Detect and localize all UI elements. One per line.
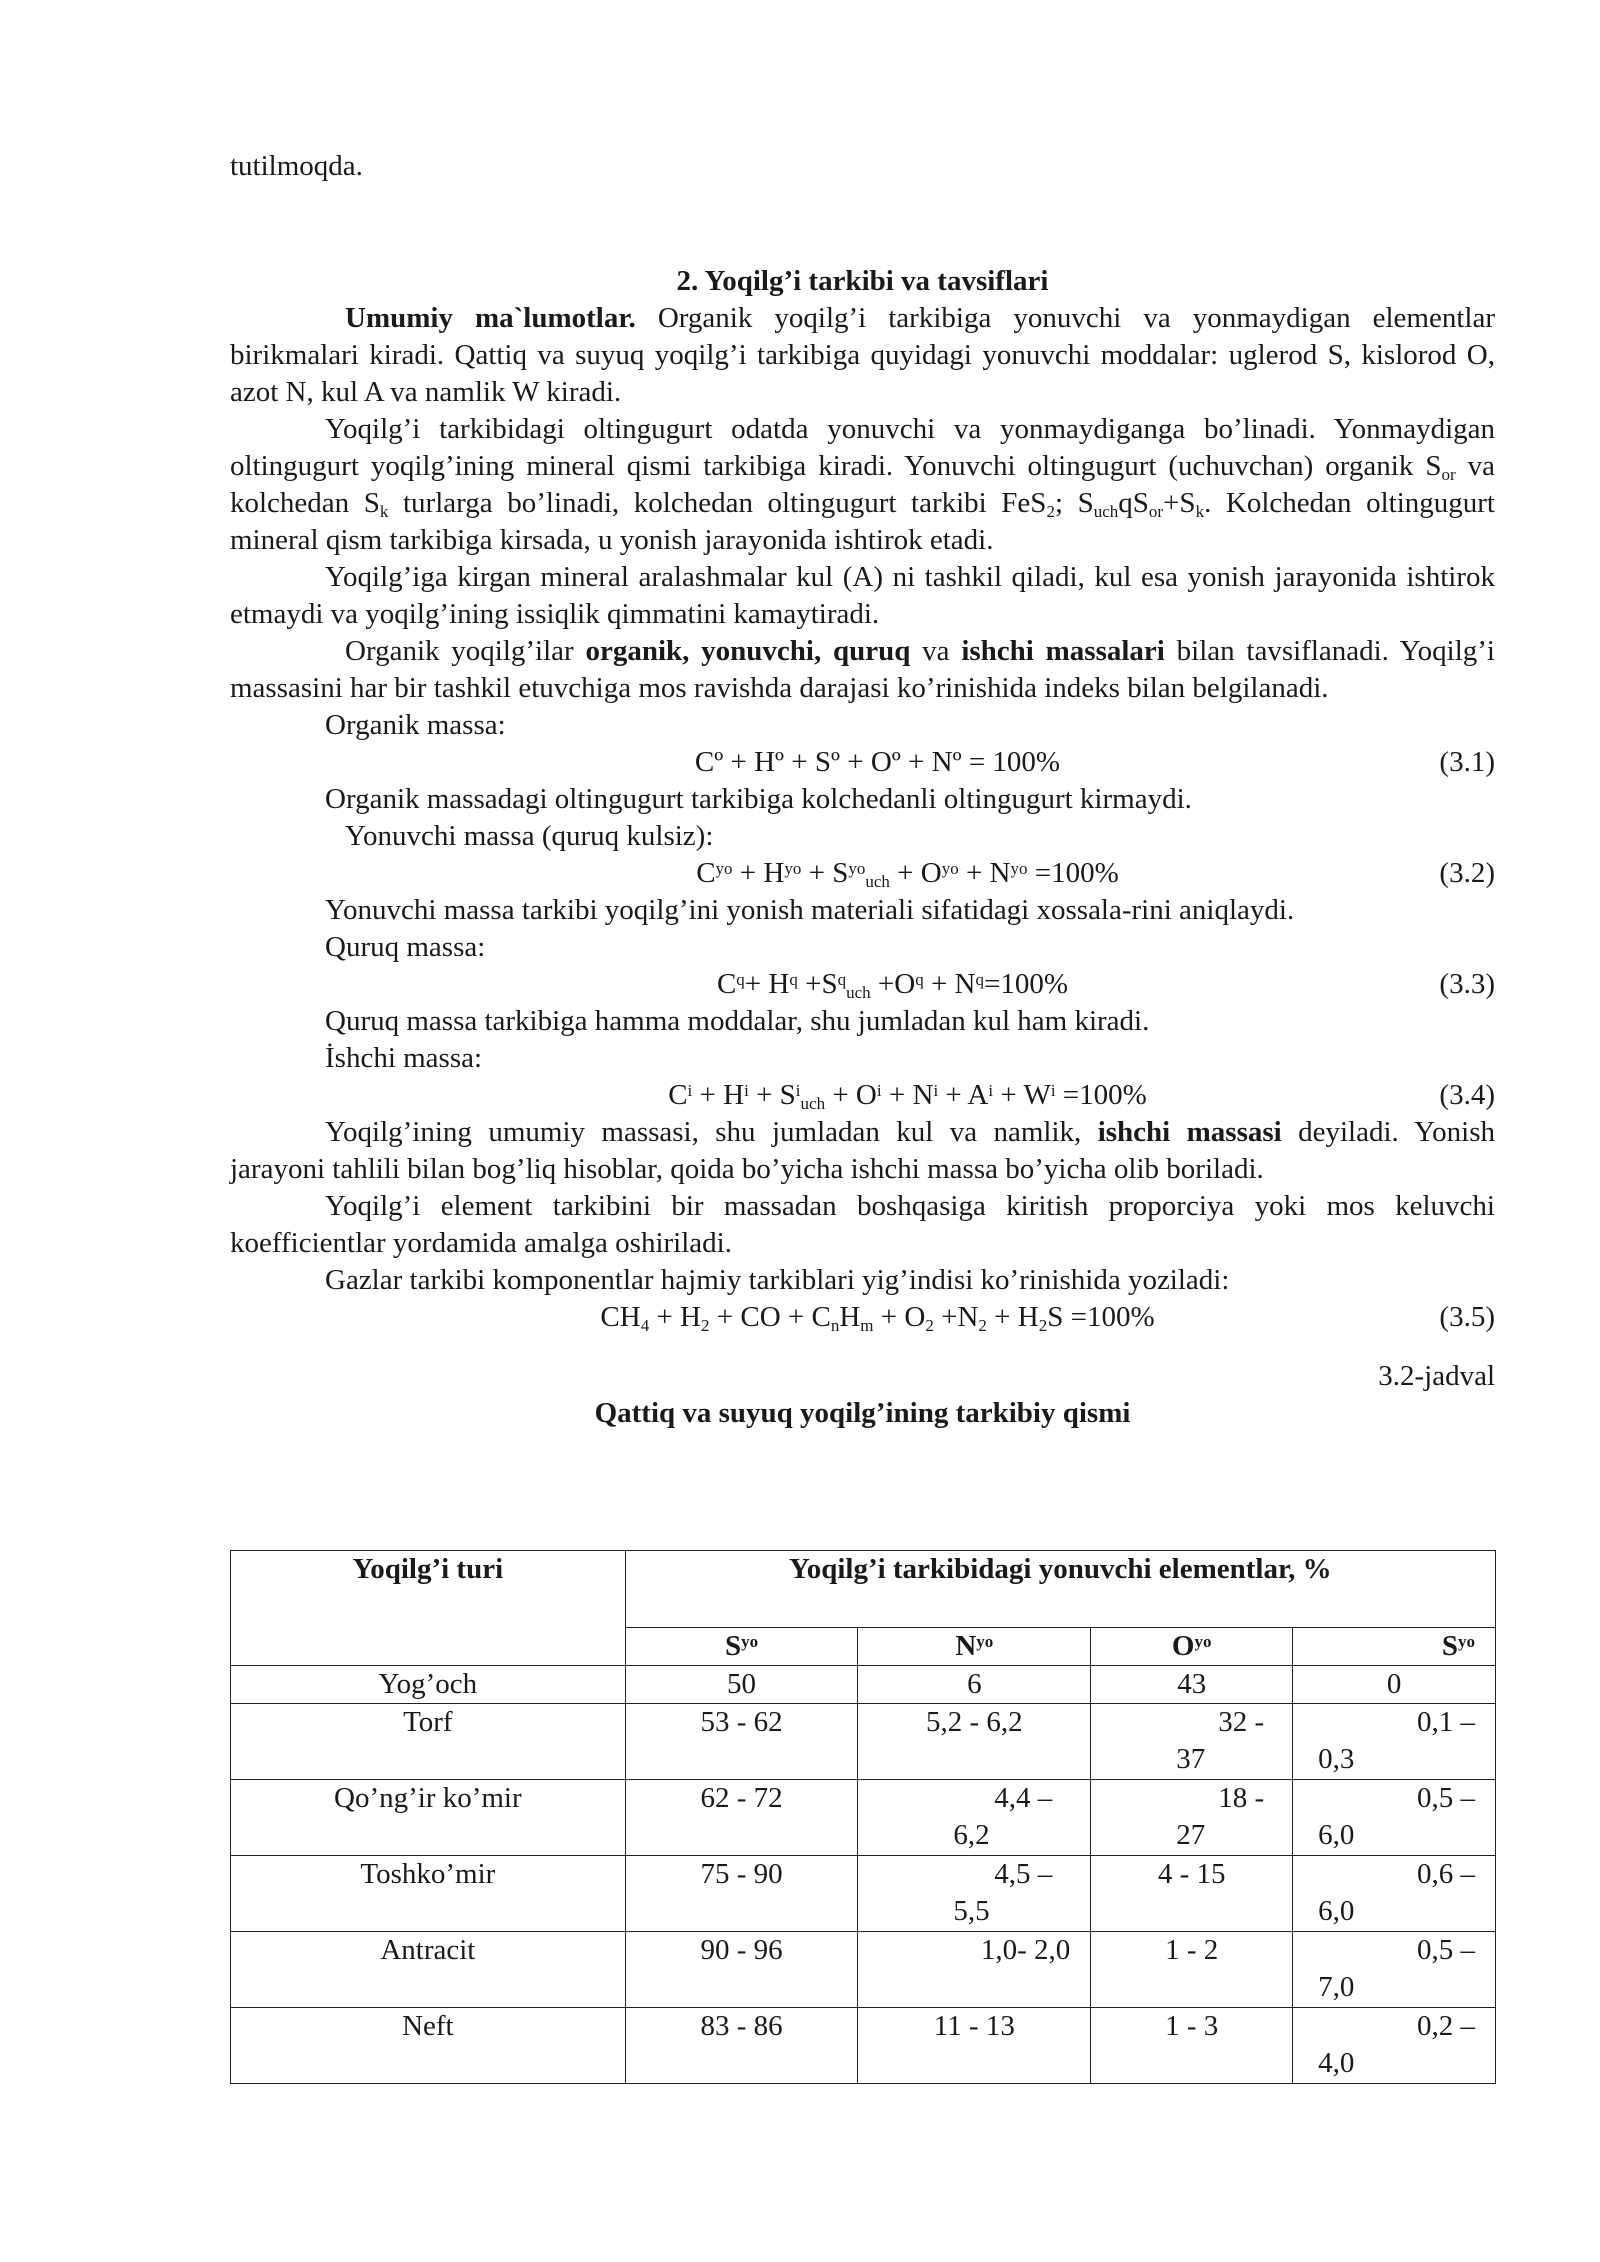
masses-bold-1: organik, yonuvchi, quruq bbox=[585, 635, 911, 667]
top-line: tutilmoqda. bbox=[230, 150, 363, 182]
cell-s-line2: 6,0 bbox=[1318, 1819, 1355, 1851]
eq3-sup-n: q bbox=[975, 970, 985, 989]
section-heading: 2. Yoqilg’i tarkibi va tavsiflari bbox=[676, 265, 1049, 297]
eq4-sub-s: uch bbox=[800, 1094, 826, 1113]
eq2-sup-o: yo bbox=[941, 859, 959, 878]
cell-s-line1: 0,5 – bbox=[1417, 1782, 1475, 1814]
table-row bbox=[231, 1856, 1496, 1932]
subheader-n-base: N bbox=[955, 1630, 977, 1662]
eq3-sup-s: q bbox=[837, 970, 847, 989]
cell-s-line2: 4,0 bbox=[1318, 2047, 1355, 2079]
sulfur-text-e: qS bbox=[1118, 487, 1149, 519]
header-fuel-type: Yoqilg’i turi bbox=[231, 1551, 626, 1666]
cell-o-line2: 37 bbox=[1176, 1743, 1206, 1775]
eq2-sub-s: uch bbox=[865, 872, 890, 891]
cell-o: 43 bbox=[1091, 1666, 1293, 1704]
sulfur-sub-2: 2 bbox=[1046, 502, 1055, 521]
cell-n: 1,0- 2,0 bbox=[858, 1932, 1091, 2008]
eq2-sup-s: yo bbox=[848, 859, 866, 878]
table-title: Qattiq va suyuq yoqilg’ining tarkibiy qismi bbox=[594, 1397, 1131, 1429]
cell-o-line1: 32 - bbox=[1218, 1706, 1265, 1738]
cell-s bbox=[1293, 1932, 1496, 2008]
cell-s-line1: 0,1 – bbox=[1417, 1706, 1475, 1738]
cell-n bbox=[858, 1780, 1091, 1856]
dry-mass-label: Quruq massa: bbox=[325, 931, 486, 963]
subheader-n-sup: yo bbox=[976, 1632, 994, 1651]
document-page bbox=[230, 148, 1495, 1432]
cell-o-line1: 18 - bbox=[1218, 1782, 1265, 1814]
working-text-a: Yoqilg’ining umumiy massasi, shu jumladan kul va namlik, bbox=[325, 1116, 1098, 1148]
header-combustible-elements: Yoqilg’i tarkibidagi yonuvchi elementlar, % bbox=[625, 1551, 1495, 1628]
eq3-sub-s: uch bbox=[846, 983, 871, 1002]
sulfur-text-g: . Kolchedan oltingugurt mineral qism tarkibiga kirsada, u yonish jarayonida ishtirok etadi. bbox=[230, 487, 1495, 556]
table-row bbox=[231, 1666, 1496, 1704]
cell-o: 1 - 3 bbox=[1091, 2008, 1293, 2084]
subheader-o-base: O bbox=[1171, 1630, 1195, 1662]
equation-3-3 bbox=[230, 966, 1495, 1003]
subheader-o bbox=[1091, 1628, 1293, 1666]
eq3-sup-c: q bbox=[736, 970, 745, 989]
masses-text-d: bilan tavsiflanadi. Yoqilg’i massasini har bir tashkil etuvchiga mos ravishda darajasi ko’rinishida indeks bilan belgilanadi. bbox=[230, 635, 1495, 704]
equation-3-2-body: $C^{yo} + H^{yo} + S^{yo}_{uch} + O^{yo} + N^{yo} =100\%$ bbox=[696, 857, 1119, 891]
sulfur-text-f: +S bbox=[1163, 487, 1196, 519]
cell-s-line1: 0,5 – bbox=[1417, 1934, 1475, 1966]
organic-mass-note: Organik massadagi oltingugurt tarkibiga kolchedanli oltingugurt kirmaydi. bbox=[325, 783, 1192, 815]
equation-3-5-body: $CH_4 + H_2$ + CO + $C_nH_m + O_2 +N_2 + H_2S =100\%$ bbox=[600, 1301, 1155, 1335]
combustible-mass-note: Yonuvchi massa tarkibi yoqilg’ini yonish materiali sifatidagi xossala-rini aniqlaydi. bbox=[325, 894, 1295, 926]
table-row bbox=[231, 1704, 1496, 1780]
fuel-name: Yog’och bbox=[231, 1666, 626, 1704]
equation-3-1-body: Cº + Hº + Sº + Oº + Nº = 100% bbox=[694, 746, 1061, 778]
cell-c: 90 - 96 bbox=[625, 1932, 858, 2008]
cell-s bbox=[1293, 1780, 1496, 1856]
cell-s-line1: 0,6 – bbox=[1417, 1858, 1475, 1890]
eq4-sup-a: i bbox=[988, 1081, 994, 1100]
subheader-n bbox=[858, 1628, 1091, 1666]
sulfur-sub-or: or bbox=[1441, 465, 1456, 484]
equation-3-3-body: $C^q+ H^q +S^q_{uch} +O^q + N^q=100\%$ bbox=[716, 968, 1069, 1002]
sulfur-sub-uch: uch bbox=[1093, 502, 1119, 521]
masses-bold-2: ishchi massalari bbox=[961, 635, 1165, 667]
eq2-sup-n: yo bbox=[1010, 859, 1028, 878]
cell-n-line2: 5,5 bbox=[953, 1895, 990, 1927]
cell-o bbox=[1091, 1704, 1293, 1780]
cell-s bbox=[1293, 2008, 1496, 2084]
cell-s-line2: 7,0 bbox=[1318, 1971, 1355, 2003]
subheader-s bbox=[1293, 1628, 1496, 1666]
sulfur-text-b: va kolchedan S bbox=[230, 450, 1495, 519]
table-row bbox=[231, 1932, 1496, 2008]
eq3-sup-h: q bbox=[789, 970, 798, 989]
table-header-row bbox=[231, 1551, 1496, 1628]
cell-c: 62 - 72 bbox=[625, 1780, 858, 1856]
masses-text-a: Organik yoqilg’ilar bbox=[345, 635, 586, 667]
working-text-c: deyiladi. Yonish jarayoni tahlili bilan bog’liq hisoblar, qoida bo’yicha ishchi massa bo’yicha olib boriladi. bbox=[230, 1116, 1495, 1185]
equation-3-1 bbox=[230, 744, 1495, 781]
equation-3-1-number: (3.1) bbox=[1439, 746, 1495, 778]
fuel-name: Torf bbox=[231, 1704, 626, 1780]
eq4-sup-w: i bbox=[1050, 1081, 1056, 1100]
cell-c: 83 - 86 bbox=[625, 2008, 858, 2084]
cell-s-line2: 6,0 bbox=[1318, 1895, 1355, 1927]
eq4-sup-n: i bbox=[933, 1081, 939, 1100]
dry-mass-note: Quruq massa tarkibiga hamma moddalar, shu jumladan kul ham kiradi. bbox=[325, 1005, 1150, 1037]
sulfur-text-c: turlarga bo’linadi, kolchedan oltingugurt tarkibi FeS bbox=[388, 487, 1047, 519]
equation-3-5 bbox=[230, 1299, 1495, 1336]
subheader-s-sup: yo bbox=[1458, 1632, 1475, 1651]
equation-3-4 bbox=[230, 1077, 1495, 1114]
cell-s bbox=[1293, 1704, 1496, 1780]
eq4-sup-s: i bbox=[795, 1081, 801, 1100]
cell-n-line1: 4,5 – bbox=[994, 1858, 1053, 1890]
sulfur-sub-k2: k bbox=[1195, 502, 1205, 521]
equation-3-5-number: (3.5) bbox=[1439, 1301, 1495, 1333]
organic-mass-label: Organik massa: bbox=[325, 709, 506, 741]
equation-3-4-number: (3.4) bbox=[1439, 1079, 1495, 1111]
equation-3-4-body: $C^i + H^i + S^i_{uch} + O^i + N^i + A^i + W^i =100\%$ bbox=[668, 1079, 1147, 1113]
cell-n bbox=[858, 1856, 1091, 1932]
subheader-c-sup: yo bbox=[741, 1632, 759, 1651]
subheader-o-sup: yo bbox=[1194, 1632, 1212, 1651]
cell-n: 5,2 - 6,2 bbox=[858, 1704, 1091, 1780]
cell-s: 0 bbox=[1293, 1666, 1496, 1704]
table-caption: 3.2-jadval bbox=[1378, 1360, 1495, 1392]
table-row bbox=[231, 2008, 1496, 2084]
eq4-sup-h: i bbox=[744, 1081, 749, 1100]
cell-s-line1: 0,2 – bbox=[1417, 2010, 1475, 2042]
paragraph-masses bbox=[230, 633, 1495, 707]
cell-s bbox=[1293, 1856, 1496, 1932]
cell-s-line2: 0,3 bbox=[1318, 1743, 1355, 1775]
cell-c: 50 bbox=[625, 1666, 858, 1704]
fuel-name: Toshko’mir bbox=[231, 1856, 626, 1932]
equation-3-2 bbox=[230, 855, 1495, 892]
eq2-sup-c: yo bbox=[715, 859, 733, 878]
eq4-sup-c: i bbox=[687, 1081, 693, 1100]
combustible-mass-label: Yonuvchi massa (quruq kulsiz): bbox=[345, 820, 714, 852]
working-bold: ishchi massasi bbox=[1097, 1116, 1282, 1148]
paragraph-general-info bbox=[230, 300, 1495, 411]
cell-n: 11 - 13 bbox=[858, 2008, 1091, 2084]
fuel-name: Antracit bbox=[231, 1932, 626, 2008]
working-mass-label: İshchi massa: bbox=[325, 1042, 483, 1074]
cell-c: 53 - 62 bbox=[625, 1704, 858, 1780]
subheader-s-base: S bbox=[1441, 1630, 1458, 1662]
masses-text-c: va bbox=[910, 635, 962, 667]
cell-c: 75 - 90 bbox=[625, 1856, 858, 1932]
fuel-name: Qo’ng’ir ko’mir bbox=[231, 1780, 626, 1856]
equation-3-2-number: (3.2) bbox=[1439, 857, 1495, 889]
cell-n: 6 bbox=[858, 1666, 1091, 1704]
general-info-bold: Umumiy ma`lumotlar. bbox=[345, 302, 636, 334]
sulfur-sub-k: k bbox=[379, 502, 389, 521]
gas-composition-label: Gazlar tarkibi komponentlar hajmiy tarkiblari yig’indisi ko’rinishida yoziladi: bbox=[325, 1264, 1230, 1296]
sulfur-sub-or2: or bbox=[1148, 502, 1164, 521]
eq2-sup-h: yo bbox=[784, 859, 802, 878]
general-info-text: Organik yoqilg’i tarkibiga yonuvchi va yonmaydigan elementlar birikmalari kiradi. Qattiq va suyuq yoqilg’i tarkibiga quyidagi yonuvchi moddalar: uglerod S, kislorod O, azot N, kul A va namlik W kiradi. bbox=[230, 302, 1495, 408]
subheader-c bbox=[625, 1628, 858, 1666]
cell-o bbox=[1091, 1780, 1293, 1856]
subheader-c-base: S bbox=[724, 1630, 742, 1662]
cell-n-line1: 4,4 – bbox=[994, 1782, 1053, 1814]
paragraph-sulfur bbox=[230, 411, 1495, 559]
cell-n-line2: 6,2 bbox=[953, 1819, 990, 1851]
sulfur-text-d: ; S bbox=[1054, 487, 1094, 519]
paragraph-proportion: Yoqilg’i element tarkibini bir massadan boshqasiga kiritish proporciya yoki mos keluvchi koefficientlar yordamida amalga oshiriladi. bbox=[230, 1190, 1495, 1259]
sulfur-text-a: Yoqilg’i tarkibidagi oltingugurt odatda yonuvchi va yonmaydiganga bo’linadi. Yonmaydigan oltingugurt yoqilg’ining mineral qismi tarkibiga kiradi. Yonuvchi oltingugurt (uchuvchan) organik S bbox=[230, 413, 1495, 482]
cell-o: 1 - 2 bbox=[1091, 1932, 1293, 2008]
equation-3-3-number: (3.3) bbox=[1439, 968, 1495, 1000]
cell-o-line2: 27 bbox=[1176, 1819, 1206, 1851]
fuel-name: Neft bbox=[231, 2008, 626, 2084]
cell-o: 4 - 15 bbox=[1091, 1856, 1293, 1932]
eq4-sup-o: i bbox=[876, 1081, 882, 1100]
table-row bbox=[231, 1780, 1496, 1856]
fuel-composition-table bbox=[230, 1550, 1496, 2084]
paragraph-ash: Yoqilg’iga kirgan mineral aralashmalar kul (A) ni tashkil qiladi, kul esa yonish jarayonida ishtirok etmaydi va yoqilg’ining issiqlik qimmatini kamaytiradi. bbox=[230, 561, 1495, 630]
paragraph-working-mass bbox=[230, 1114, 1495, 1188]
eq3-sup-o: q bbox=[915, 970, 924, 989]
